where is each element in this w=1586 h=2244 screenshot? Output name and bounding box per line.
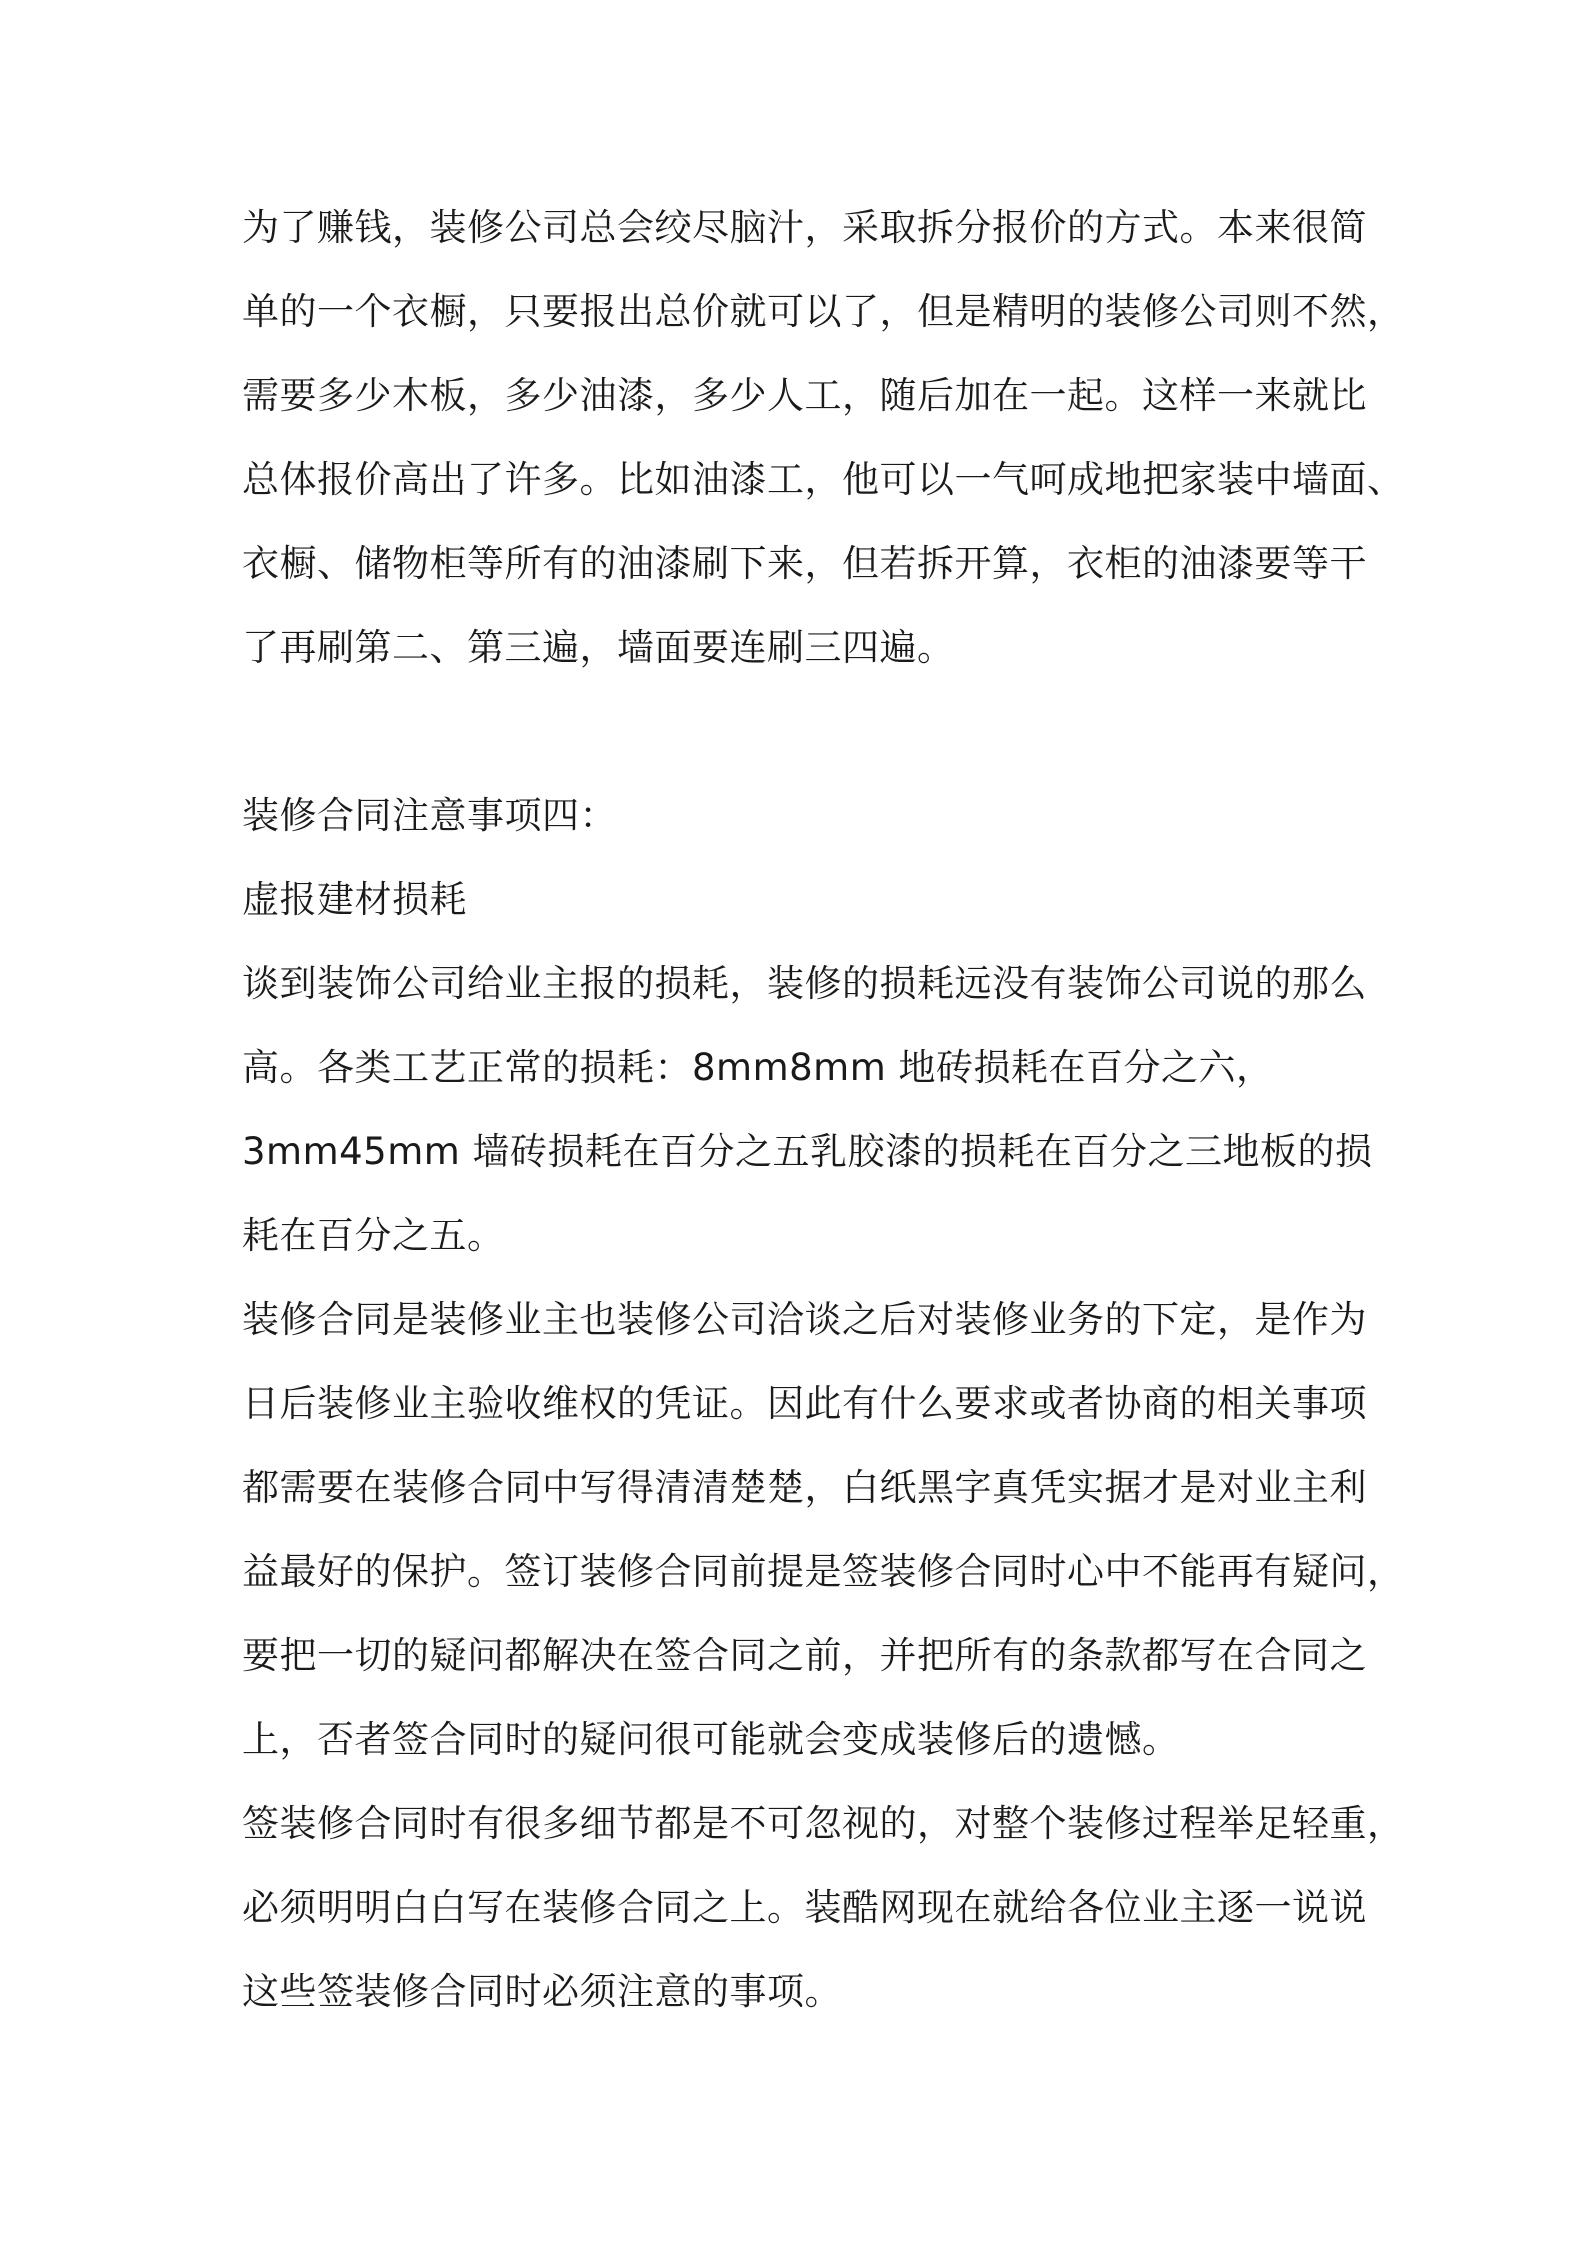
paragraph-line: 3mm45mm 墙砖损耗在百分之五乳胶漆的损耗在百分之三地板的损 [242,1130,1373,1173]
paragraph-line: 都需要在装修合同中写得清清楚楚，白纸黑字真凭实据才是对业主利 [242,1466,1367,1509]
paragraph-line: 总体报价高出了许多。比如油漆工，他可以一气呵成地把家装中墙面、 [242,458,1405,501]
paragraph-line: 这些签装修合同时必须注意的事项。 [242,1970,842,2013]
paragraph-line: 上，否者签合同时的疑问很可能就会变成装修后的遗憾。 [242,1718,1180,1761]
paragraph-line: 必须明明白白写在装修合同之上。装酷网现在就给各位业主逐一说说 [242,1886,1367,1929]
section-subheading: 虚报建材损耗 [242,878,467,921]
section-heading: 装修合同注意事项四： [242,794,617,837]
paragraph-line: 高。各类工艺正常的损耗：8mm8mm 地砖损耗在百分之六， [242,1046,1274,1089]
paragraph-line: 需要多少木板，多少油漆，多少人工，随后加在一起。这样一来就比 [242,374,1367,417]
paragraph-line: 日后装修业主验收维权的凭证。因此有什么要求或者协商的相关事项 [242,1382,1367,1425]
paragraph-line: 要把一切的疑问都解决在签合同之前，并把所有的条款都写在合同之 [242,1634,1367,1677]
intro-paragraph [242,186,1405,690]
section-four [242,774,1405,2034]
paragraph-line: 签装修合同时有很多细节都是不可忽视的，对整个装修过程举足轻重， [242,1802,1405,1845]
paragraph-line: 谈到装饰公司给业主报的损耗，装修的损耗远没有装饰公司说的那么 [242,962,1367,1005]
paragraph-line: 衣橱、储物柜等所有的油漆刷下来，但若拆开算，衣柜的油漆要等干 [242,542,1367,585]
paragraph-line: 耗在百分之五。 [242,1214,505,1257]
paragraph-line: 装修合同是装修业主也装修公司洽谈之后对装修业务的下定，是作为 [242,1298,1367,1341]
paragraph-line: 单的一个衣橱，只要报出总价就可以了，但是精明的装修公司则不然， [242,290,1405,333]
paragraph-line: 为了赚钱，装修公司总会绞尽脑汁，采取拆分报价的方式。本来很简 [242,206,1367,249]
paragraph-line: 益最好的保护。签订装修合同前提是签装修合同时心中不能再有疑问， [242,1550,1405,1593]
paragraph-line: 了再刷第二、第三遍，墙面要连刷三四遍。 [242,626,955,669]
